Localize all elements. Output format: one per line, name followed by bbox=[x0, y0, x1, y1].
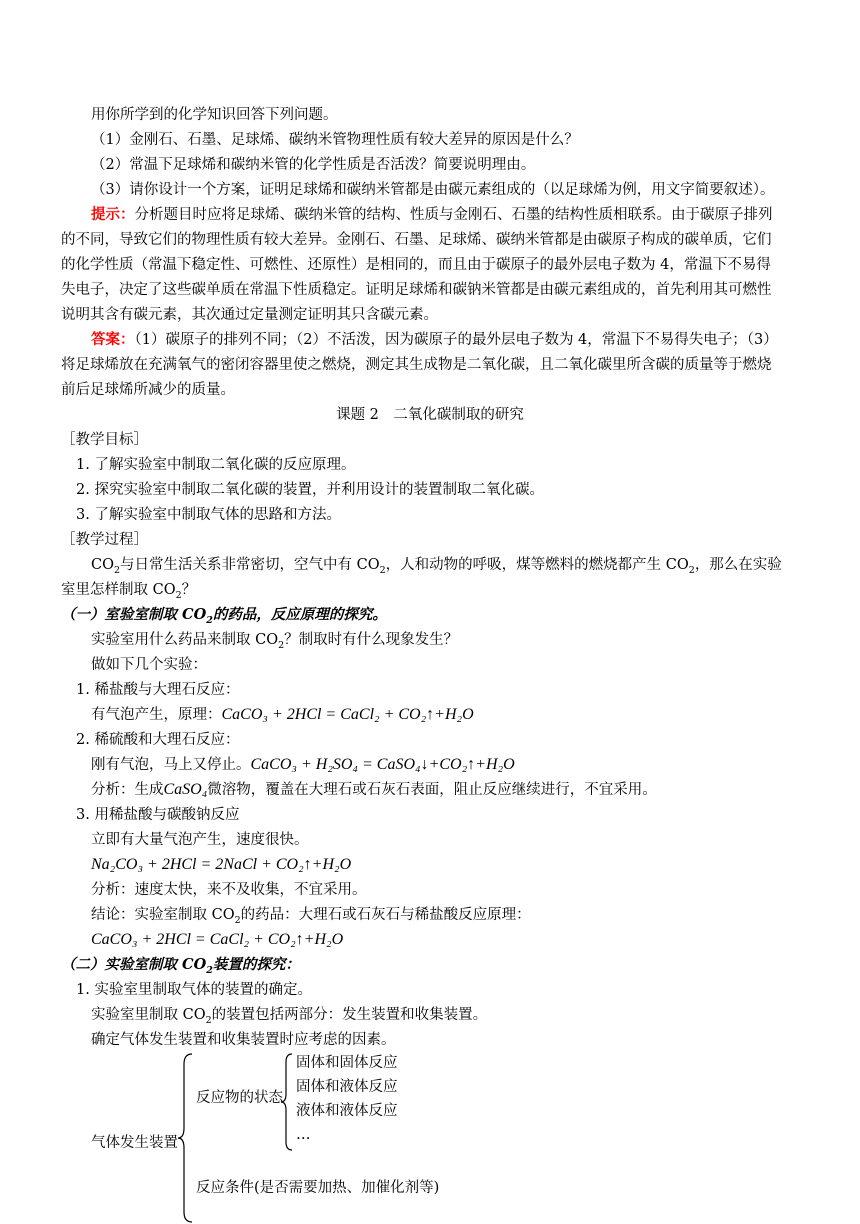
section-2-item-1: 1. 实验室里制取气体的装置的确定。 bbox=[76, 982, 312, 998]
hint-line-1: 提示：分析题目时应将足球烯、碳纳米管的结构、性质与金刚石、石墨的结构性质相联系。由于碳原子排列 bbox=[91, 206, 773, 223]
experiment-2-title: 2. 稀硫酸和大理石反应： bbox=[76, 732, 240, 748]
tree-branch-state: 反应物的状态 bbox=[196, 1090, 283, 1106]
goal-item: 2. 探究实验室中制取二氧化碳的装置，并利用设计的装置制取二氧化碳。 bbox=[76, 482, 544, 498]
section-1-title: （一）室验室制取 $CO_2$的药品，反应原理的探究。 bbox=[61, 606, 387, 626]
tree-leaf: 液体和液体反应 bbox=[296, 1103, 398, 1119]
process-heading: ［教学过程］ bbox=[61, 532, 148, 548]
section-2-factors: 确定气体发生装置和收集装置时应考虑的因素。 bbox=[91, 1032, 396, 1048]
intro-line: 用你所学到的化学知识回答下列问题。 bbox=[91, 107, 338, 123]
goals-heading: ［教学目标］ bbox=[61, 432, 148, 448]
tree-leaf: 固体和固体反应 bbox=[296, 1055, 398, 1071]
section-2-title: （二）实验室制取 $CO_2$装置的探究： bbox=[61, 956, 300, 976]
experiment-3-analysis: 分析：速度太快，来不及收集，不宜采用。 bbox=[91, 882, 367, 898]
question-3: （3）请你设计一个方案，证明足球烯和碳纳米管都是由碳元素组成的（以足球烯为例，用文字简要叙述）。 bbox=[91, 182, 775, 198]
experiment-3-text: 立即有大量气泡产生，速度很快。 bbox=[91, 832, 309, 848]
hint-line-2: 的不同，导致它们的物理性质有较大差异。金刚石、石墨、足球烯、碳纳米管都是由碳原子构成的碳单质，它们 bbox=[61, 232, 772, 248]
section-1-question: 实验室用什么药品来制取 $CO_2$？制取时有什么现象发生？ bbox=[91, 632, 459, 651]
question-2: （2）常温下足球烯和碳纳米管的化学性质是否活泼？简要说明理由。 bbox=[91, 157, 536, 173]
tree-branch-conditions: 反应条件(是否需要加热、加催化剂等) bbox=[196, 1180, 440, 1196]
experiment-2-line: 刚有气泡，马上又停止。CaCO₃ + H₂SO₄ = CaSO₄↓+CO₂↑+H₂O bbox=[91, 756, 515, 773]
conclusion-line: 结论：实验室制取 $CO_2$的药品：大理石或石灰石与稀盐酸反应原理： bbox=[91, 907, 531, 926]
lesson-title: 课题 2 二氧化碳制取的研究 bbox=[336, 407, 524, 423]
answer-line-3: 前后足球烯所减少的质量。 bbox=[61, 382, 235, 398]
experiment-1-title: 1. 稀盐酸与大理石反应： bbox=[76, 682, 240, 698]
hint-label: 提示： bbox=[91, 206, 135, 223]
hint-line-3: 的化学性质（常温下稳定性、可燃性、还原性）是相同的，而且由于碳原子的最外层电子数为 4，常温下不易得 bbox=[61, 257, 771, 273]
outer-brace-icon bbox=[176, 1052, 196, 1224]
equation: CaCO₃ + 2HCl = CaCl₂ + CO₂↑+H₂O bbox=[221, 706, 474, 723]
equation: Na₂CO₃ + 2HCl = 2NaCl + CO₂↑+H₂O bbox=[91, 856, 352, 873]
tree-leaf: … bbox=[296, 1127, 311, 1143]
hint-line-4: 失电子，决定了这些碳单质在常温下性质稳定。证明足球烯和碳钠米管都是由碳元素组成的，首先利用其可燃性 bbox=[61, 282, 772, 298]
answer-line-1: 答案：（1）碳原子的排列不同；（2）不活泼，因为碳原子的最外层电子数为 4，常温下不易得失电子；（3） bbox=[91, 331, 778, 348]
experiment-1-line: 有气泡产生，原理：CaCO₃ + 2HCl = CaCl₂ + CO₂↑+H₂O bbox=[91, 706, 474, 723]
hint-line-5: 说明其含有碳元素，其次通过定量测定证明其只含碳元素。 bbox=[61, 307, 438, 323]
section-2-line: 实验室里制取 $CO_2$的装置包括两部分：发生装置和收集装置。 bbox=[91, 1007, 488, 1026]
goal-item: 1. 了解实验室中制取二氧化碳的反应原理。 bbox=[76, 457, 356, 473]
process-intro-line-2: 室里怎样制取 $CO_2$？ bbox=[61, 582, 197, 601]
tree-leaf: 固体和液体反应 bbox=[296, 1079, 398, 1095]
process-intro-line-1: $CO_2$与日常生活关系非常密切，空气中有 $CO_2$，人和动物的呼吸，煤等燃料的燃烧都产生 $CO_2$，那么在实验 bbox=[91, 557, 782, 576]
equation: CaCO₃ + 2HCl = CaCl₂ + CO₂↑+H₂O bbox=[91, 931, 344, 948]
section-1-do: 做如下几个实验： bbox=[91, 657, 207, 673]
answer-line-2: 将足球烯放在充满氧气的密闭容器里使之燃烧，测定其生成物是二氧化碳，且二氧化碳里所含碳的质量等于燃烧 bbox=[61, 357, 772, 373]
tree-root: 气体发生装置 bbox=[91, 1135, 178, 1151]
answer-label: 答案： bbox=[91, 331, 135, 348]
question-1: （1）金刚石、石墨、足球烯、碳纳米管物理性质有较大差异的原因是什么？ bbox=[91, 132, 579, 148]
experiment-2-analysis: 分析：生成CaSO₄微溶物，覆盖在大理石或石灰石表面，阻止反应继续进行，不宜采用。 bbox=[91, 781, 657, 798]
equation: CaCO₃ + H₂SO₄ = CaSO₄↓+CO₂↑+H₂O bbox=[250, 756, 515, 773]
goal-item: 3. 了解实验室中制取气体的思路和方法。 bbox=[76, 507, 341, 523]
inner-brace-icon bbox=[280, 1052, 294, 1152]
experiment-3-title: 3. 用稀盐酸与碳酸钠反应 bbox=[76, 807, 240, 823]
